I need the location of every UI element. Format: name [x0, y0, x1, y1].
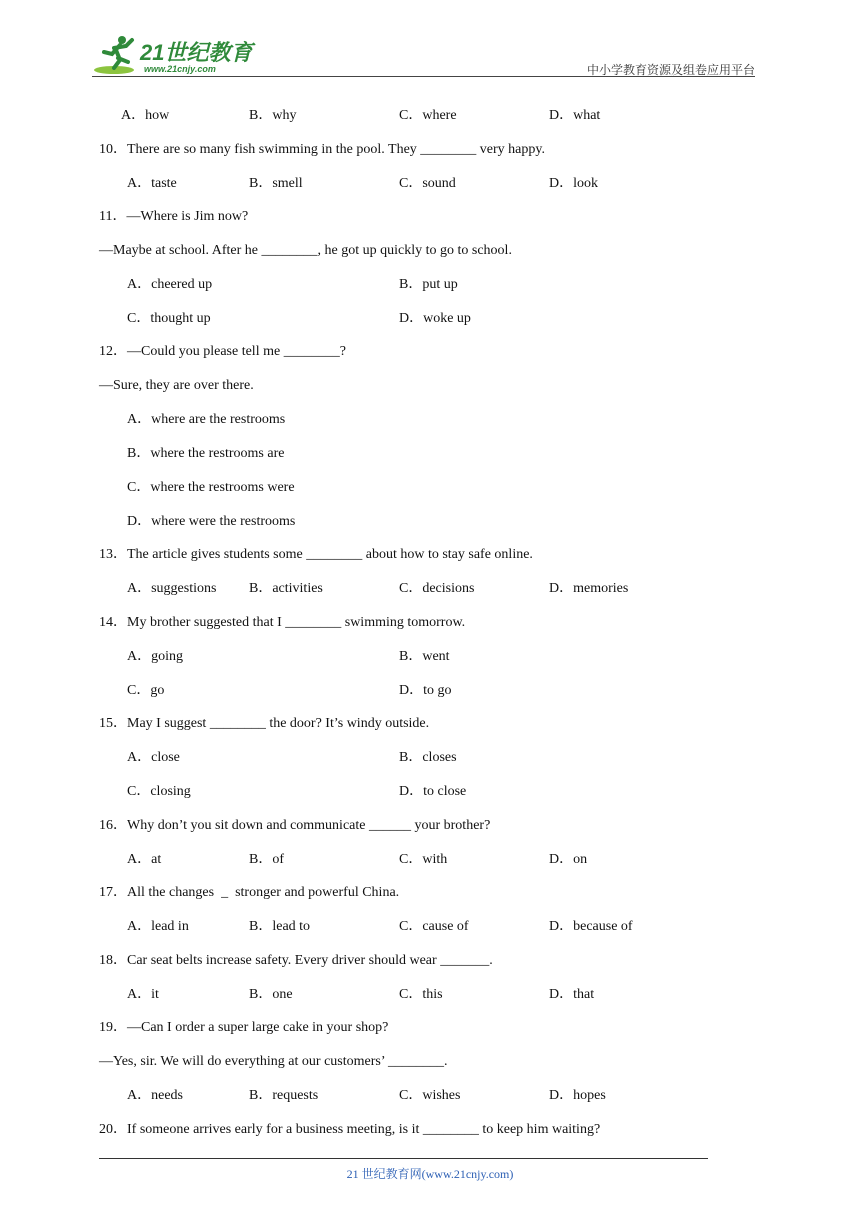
- q10-option-c: C．sound: [399, 176, 456, 191]
- q12-stem: 12．—Could you please tell me ________?: [99, 344, 346, 359]
- q15-option-c: C．closing: [127, 784, 191, 799]
- q11-option-b: B．put up: [399, 277, 458, 292]
- logo-text: 21世纪教育: [140, 40, 253, 65]
- q15-option-b: B．closes: [399, 750, 457, 765]
- q12-option-c: C．where the restrooms were: [127, 480, 295, 495]
- q16-option-b: B．of: [249, 852, 284, 867]
- q11-stem: 11．—Where is Jim now?: [99, 209, 249, 224]
- q11-option-c: C．thought up: [127, 311, 211, 326]
- q17-option-c: C．cause of: [399, 919, 469, 934]
- page-header: [92, 30, 755, 80]
- q9-option-b: B．why: [249, 108, 297, 123]
- q12-line2: —Sure, they are over there.: [99, 378, 254, 393]
- q10-option-b: B．smell: [249, 176, 303, 191]
- q16-stem: 16．Why don’t you sit down and communicate ______ your brother?: [99, 818, 491, 833]
- q15-option-d: D．to close: [399, 784, 467, 799]
- q20-stem: 20．If someone arrives early for a business meeting, is it ________ to keep him waiting?: [99, 1122, 601, 1137]
- q9-option-a: A．how: [121, 108, 170, 123]
- q13-option-a: A．suggestions: [127, 581, 217, 596]
- q13-option-b: B．activities: [249, 581, 323, 596]
- q13-option-c: C．decisions: [399, 581, 475, 596]
- q15-option-a: A．close: [127, 750, 180, 765]
- q18-stem: 18．Car seat belts increase safety. Every driver should wear _______.: [99, 953, 493, 968]
- q19-option-d: D．hopes: [549, 1088, 606, 1103]
- q10-option-a: A．taste: [127, 176, 177, 191]
- q19-line2: —Yes, sir. We will do everything at our customers’ ________.: [99, 1054, 448, 1069]
- header-divider: [92, 76, 755, 77]
- q10-option-d: D．look: [549, 176, 598, 191]
- q11-option-a: A．cheered up: [127, 277, 213, 292]
- q12-option-d: D．where were the restrooms: [127, 514, 296, 529]
- q18-option-d: D．that: [549, 987, 595, 1002]
- q19-option-c: C．wishes: [399, 1088, 461, 1103]
- q17-option-d: D．because of: [549, 919, 633, 934]
- q14-option-c: C．go: [127, 683, 165, 698]
- q14-stem: 14．My brother suggested that I ________ swimming tomorrow.: [99, 615, 466, 630]
- q16-option-c: C．with: [399, 852, 448, 867]
- q12-option-b: B．where the restrooms are: [127, 446, 285, 461]
- q17-option-a: A．lead in: [127, 919, 189, 934]
- q17-stem: 17．All the changes _ stronger and powerful China.: [99, 885, 400, 900]
- q19-stem: 19．—Can I order a super large cake in your shop?: [99, 1020, 389, 1035]
- q14-option-a: A．going: [127, 649, 183, 664]
- q16-option-d: D．on: [549, 852, 588, 867]
- header-platform-text: 中小学教育资源及组卷应用平台: [586, 63, 755, 77]
- logo-url: www.21cnjy.com: [144, 64, 216, 74]
- q16-option-a: A．at: [127, 852, 162, 867]
- site-logo: [92, 34, 262, 76]
- q12-option-a: A．where are the restrooms: [127, 412, 286, 427]
- q14-option-d: D．to go: [399, 683, 452, 698]
- q10-stem: 10．There are so many fish swimming in the pool. They ________ very happy.: [99, 142, 545, 157]
- q11-line2: —Maybe at school. After he ________, he got up quickly to go to school.: [99, 243, 512, 258]
- q18-option-a: A．it: [127, 987, 159, 1002]
- q11-option-d: D．woke up: [399, 311, 471, 326]
- q17-option-b: B．lead to: [249, 919, 311, 934]
- footer-text: 21 世纪教育网(www.21cnjy.com): [346, 1167, 514, 1181]
- q19-option-b: B．requests: [249, 1088, 319, 1103]
- q18-option-b: B．one: [249, 987, 293, 1002]
- q9-option-c: C．where: [399, 108, 457, 123]
- q18-option-c: C．this: [399, 987, 443, 1002]
- q15-stem: 15．May I suggest ________ the door? It’s windy outside.: [99, 716, 430, 731]
- footer-divider: [99, 1158, 708, 1159]
- q13-stem: 13．The article gives students some ________ about how to stay safe online.: [99, 547, 533, 562]
- q13-option-d: D．memories: [549, 581, 629, 596]
- q19-option-a: A．needs: [127, 1088, 183, 1103]
- q14-option-b: B．went: [399, 649, 450, 664]
- runner-logo-icon: [92, 34, 142, 76]
- q9-option-d: D．what: [549, 108, 601, 123]
